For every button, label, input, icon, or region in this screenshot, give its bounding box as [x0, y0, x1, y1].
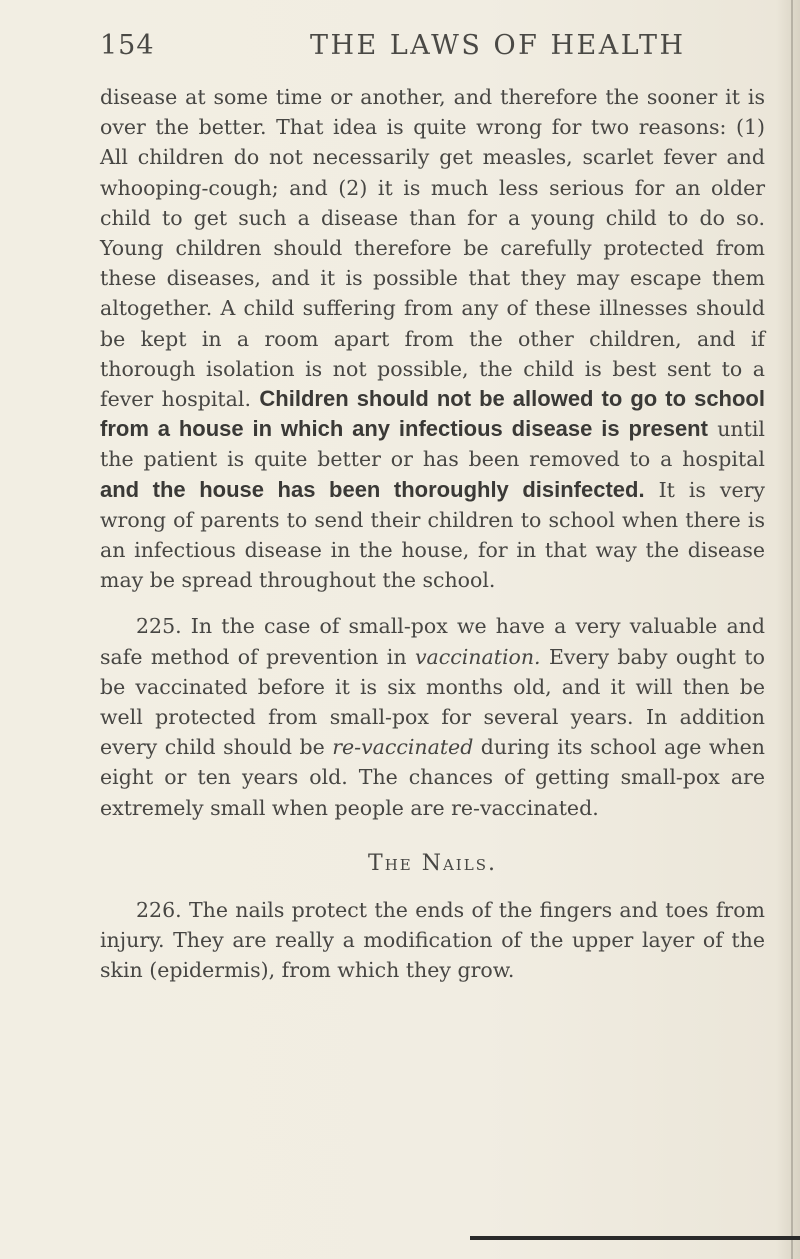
italic-term: vaccination. [414, 644, 541, 669]
paragraph-text: during its school age when eight or ten years old. The chances of getting small-pox are extremely small when people are re-vaccinated. [100, 735, 765, 820]
page-header [100, 30, 760, 70]
paragraph-text: 226. The nails protect the ends of the fingers and toes from injury. They are really a modification of the upper layer of the skin (epidermis), from which they grow. [100, 898, 765, 983]
paragraph-text: disease at some time or another, and therefore the sooner it is over the better. That idea is quite wrong for two reasons: (1) All children do not necessarily get measles, scarlet fever and whooping-cough; and (2) it is much less serious for an older child to get such a disease than for a young child to do so. Young children should therefore be carefully protected from these diseases, and it is possible that they may escape them altogether. A child suffering from any of these illnesses should be kept in a room apart from the other children, and if thorough isolation is not possible, the child is best sent to a fever hospital. [100, 85, 765, 412]
paragraph-continued [100, 82, 765, 595]
paragraph-text: It is very wrong of parents to send their children to school when there is an infectious disease in the house, for in that way the disease may be spread throughout the school. [100, 477, 765, 593]
paragraph-text: until the patient is quite better or has been removed to a hospital [100, 417, 765, 472]
running-head: THE LAWS OF HEALTH [310, 30, 686, 61]
page-number: 154 [100, 30, 155, 61]
bottom-rule [470, 1236, 800, 1240]
section-heading: The Nails. [368, 850, 497, 876]
paragraph-text: 225. In the case of small-pox we have a very valuable and safe method of prevention in [100, 614, 765, 669]
body-text [100, 82, 765, 986]
bold-emphasis: Children should not be allowed to go to school from a house in which any infectious disease is present [100, 386, 765, 442]
bold-emphasis: and the house has been thoroughly disinfected. [100, 476, 645, 502]
italic-term: re-vaccinated [332, 735, 474, 760]
page-edge [791, 0, 793, 1259]
paragraph-text: Every baby ought to be vaccinated before it is six months old, and it will then be well protected from small-pox for several years. In addition every child should be [100, 644, 765, 760]
paragraph-226 [100, 895, 765, 986]
paragraph-225 [100, 611, 765, 822]
